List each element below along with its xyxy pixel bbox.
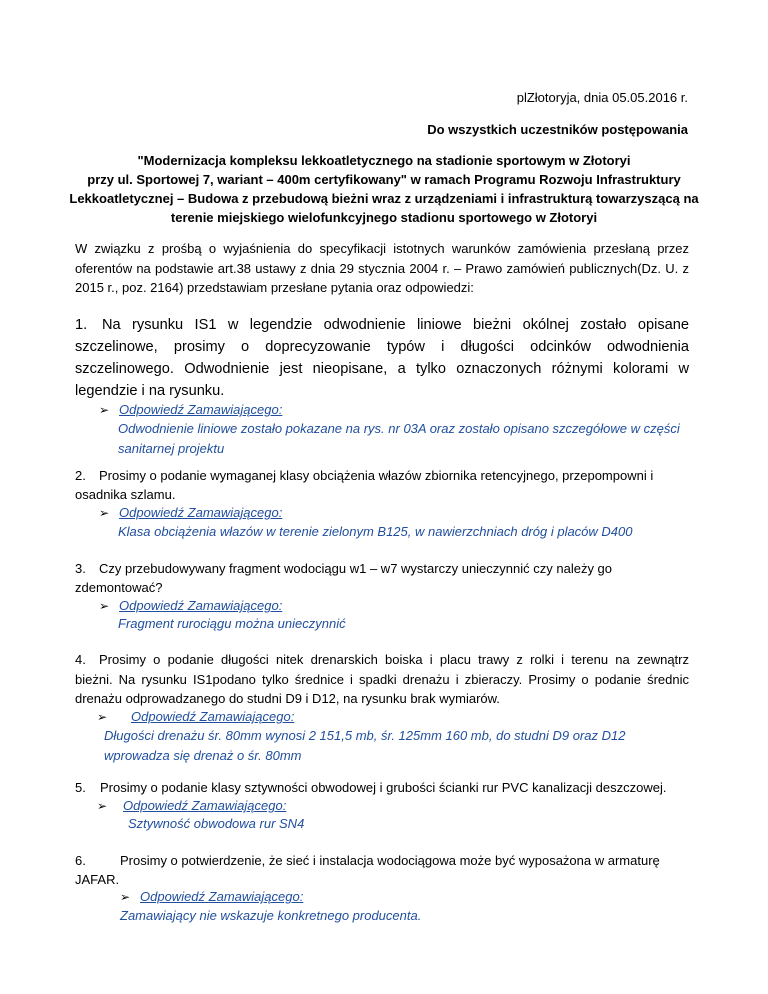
answer-line: wprowadza się drenaż o śr. 80mm: [104, 748, 302, 763]
answer-2: [118, 522, 718, 542]
arrow-bullet-icon: ➢: [99, 506, 110, 520]
answer-line: Fragment rurociągu można unieczynnić: [118, 616, 346, 631]
title-line: "Modernizacja kompleksu lekkoatletycznego na stadionie sportowym w Złotoryi: [137, 153, 631, 168]
title-line: terenie miejskiego wielofunkcyjnego stadionu sportowego w Złotoryi: [170, 210, 598, 225]
intro-line: W związku z prośbą o wyjaśnienia do specyfikacji istotnych warunków zamówienia przesłaną przez: [75, 241, 689, 256]
document-title: [40, 151, 728, 227]
title-line: przy ul. Sportowej 7, wariant – 400m certyfikowany" w ramach Programu Rozwoju Infrastruktury: [87, 172, 681, 187]
answer-line: sanitarnej projektu: [118, 441, 225, 456]
question-number: 4.: [75, 652, 86, 667]
question-5: [75, 778, 735, 797]
question-6: [75, 851, 735, 889]
question-line: Prosimy o podanie długości nitek drenarskich boiska i placu trawy z rolki i terenu na zewnątrz: [99, 652, 689, 667]
answer-6: [120, 906, 680, 926]
question-line: zdemontować?: [75, 580, 163, 595]
intro-line: 2015 r., poz. 2164) przedstawiam przesłane pytania oraz odpowiedzi:: [75, 280, 474, 295]
arrow-bullet-icon: ➢: [120, 890, 131, 904]
question-number: 5.: [75, 780, 86, 795]
answer-label-3: ➢ Odpowiedź Zamawiającego:: [99, 596, 282, 616]
question-line: szczelinowe, prosimy o doprecyzowanie typów i długości odcinków odwodnienia: [75, 339, 689, 355]
answer-line: Zamawiający nie wskazuje konkretnego producenta.: [120, 908, 422, 923]
answer-line: Sztywność obwodowa rur SN4: [128, 816, 305, 831]
arrow-bullet-icon: ➢: [99, 599, 110, 613]
question-line: drenażu odprowadzanego do studni D9 i D12, na rysunku brak wymiarów.: [75, 691, 500, 706]
answer-label-2: ➢ Odpowiedź Zamawiającego:: [99, 503, 282, 523]
question-3: [75, 559, 715, 597]
answer-4: [104, 726, 724, 766]
answer-label-6: ➢ Odpowiedź Zamawiającego:: [120, 887, 303, 907]
addressee: Do wszystkich uczestników postępowania: [427, 122, 688, 137]
answer-line: Klasa obciążenia włazów w terenie zielonym B125, w nawierzchniach dróg i placów D400: [118, 524, 633, 539]
question-line: legendzie i na rysunku.: [75, 383, 225, 399]
question-line: Prosimy o podanie klasy sztywności obwodowej i grubości ścianki rur PVC kanalizacji deszczowej.: [100, 780, 667, 795]
question-2: [75, 466, 715, 504]
question-line: Czy przebudowywany fragment wodociągu w1 – w7 wystarczy unieczynnić czy należy go: [99, 561, 613, 576]
question-number: 3.: [75, 561, 86, 576]
arrow-bullet-icon: ➢: [97, 710, 108, 724]
question-line: Prosimy o podanie wymaganej klasy obciążenia włazów zbiornika retencyjnego, przepompowni i: [99, 468, 654, 483]
intro-paragraph: [75, 239, 689, 298]
question-4: [75, 650, 689, 709]
arrow-bullet-icon: ➢: [97, 799, 108, 813]
arrow-bullet-icon: ➢: [99, 403, 110, 417]
question-line: Na rysunku IS1 w legendzie odwodnienie liniowe bieżni okólnej zostało opisane: [102, 317, 689, 333]
question-line: osadnika szlamu.: [75, 487, 176, 502]
place-date: plZłotoryja, dnia 05.05.2016 r.: [516, 90, 688, 105]
answer-line: Odwodnienie liniowe zostało pokazane na rys. nr 03A oraz zostało opisano szczegółowe w części: [118, 421, 680, 436]
answer-label-5: ➢ Odpowiedź Zamawiającego:: [97, 796, 286, 816]
answer-line: Długości drenażu śr. 80mm wynosi 2 151,5 mb, śr. 125mm 160 mb, do studni D9 oraz D12: [104, 728, 626, 743]
answer-5: [128, 814, 628, 834]
answer-label-1: ➢ Odpowiedź Zamawiającego:: [99, 400, 282, 420]
question-line: bieżni. Na rysunku IS1podano tylko średnice i spadki drenażu i zbieraczy. Prosimy o podanie średnic: [75, 671, 689, 687]
question-number: 2.: [75, 468, 86, 483]
question-1: [75, 314, 689, 402]
question-number: 6.: [75, 853, 86, 868]
intro-line: oferentów na podstawie art.38 ustawy z dnia 29 stycznia 2004 r. – Prawo zamówień publicznych(Dz. U. z: [75, 260, 689, 276]
answer-3: [118, 614, 718, 634]
question-number: 1.: [75, 317, 88, 333]
question-line: szczelinowego. Odwodnienie jest nieopisane, a tylko oznaczonych różnymi kolorami w: [75, 361, 689, 377]
question-line: JAFAR.: [75, 872, 120, 887]
title-line: Lekkoatletycznej – Budowa z przebudową bieżni wraz z urządzeniami i infrastrukturą towarzyszącą na: [69, 191, 699, 206]
answer-label-4: ➢ Odpowiedź Zamawiającego:: [97, 707, 294, 727]
answer-1: [118, 419, 718, 459]
question-line: Prosimy o potwierdzenie, że sieć i instalacja wodociągowa może być wyposażona w armaturę: [120, 853, 660, 868]
